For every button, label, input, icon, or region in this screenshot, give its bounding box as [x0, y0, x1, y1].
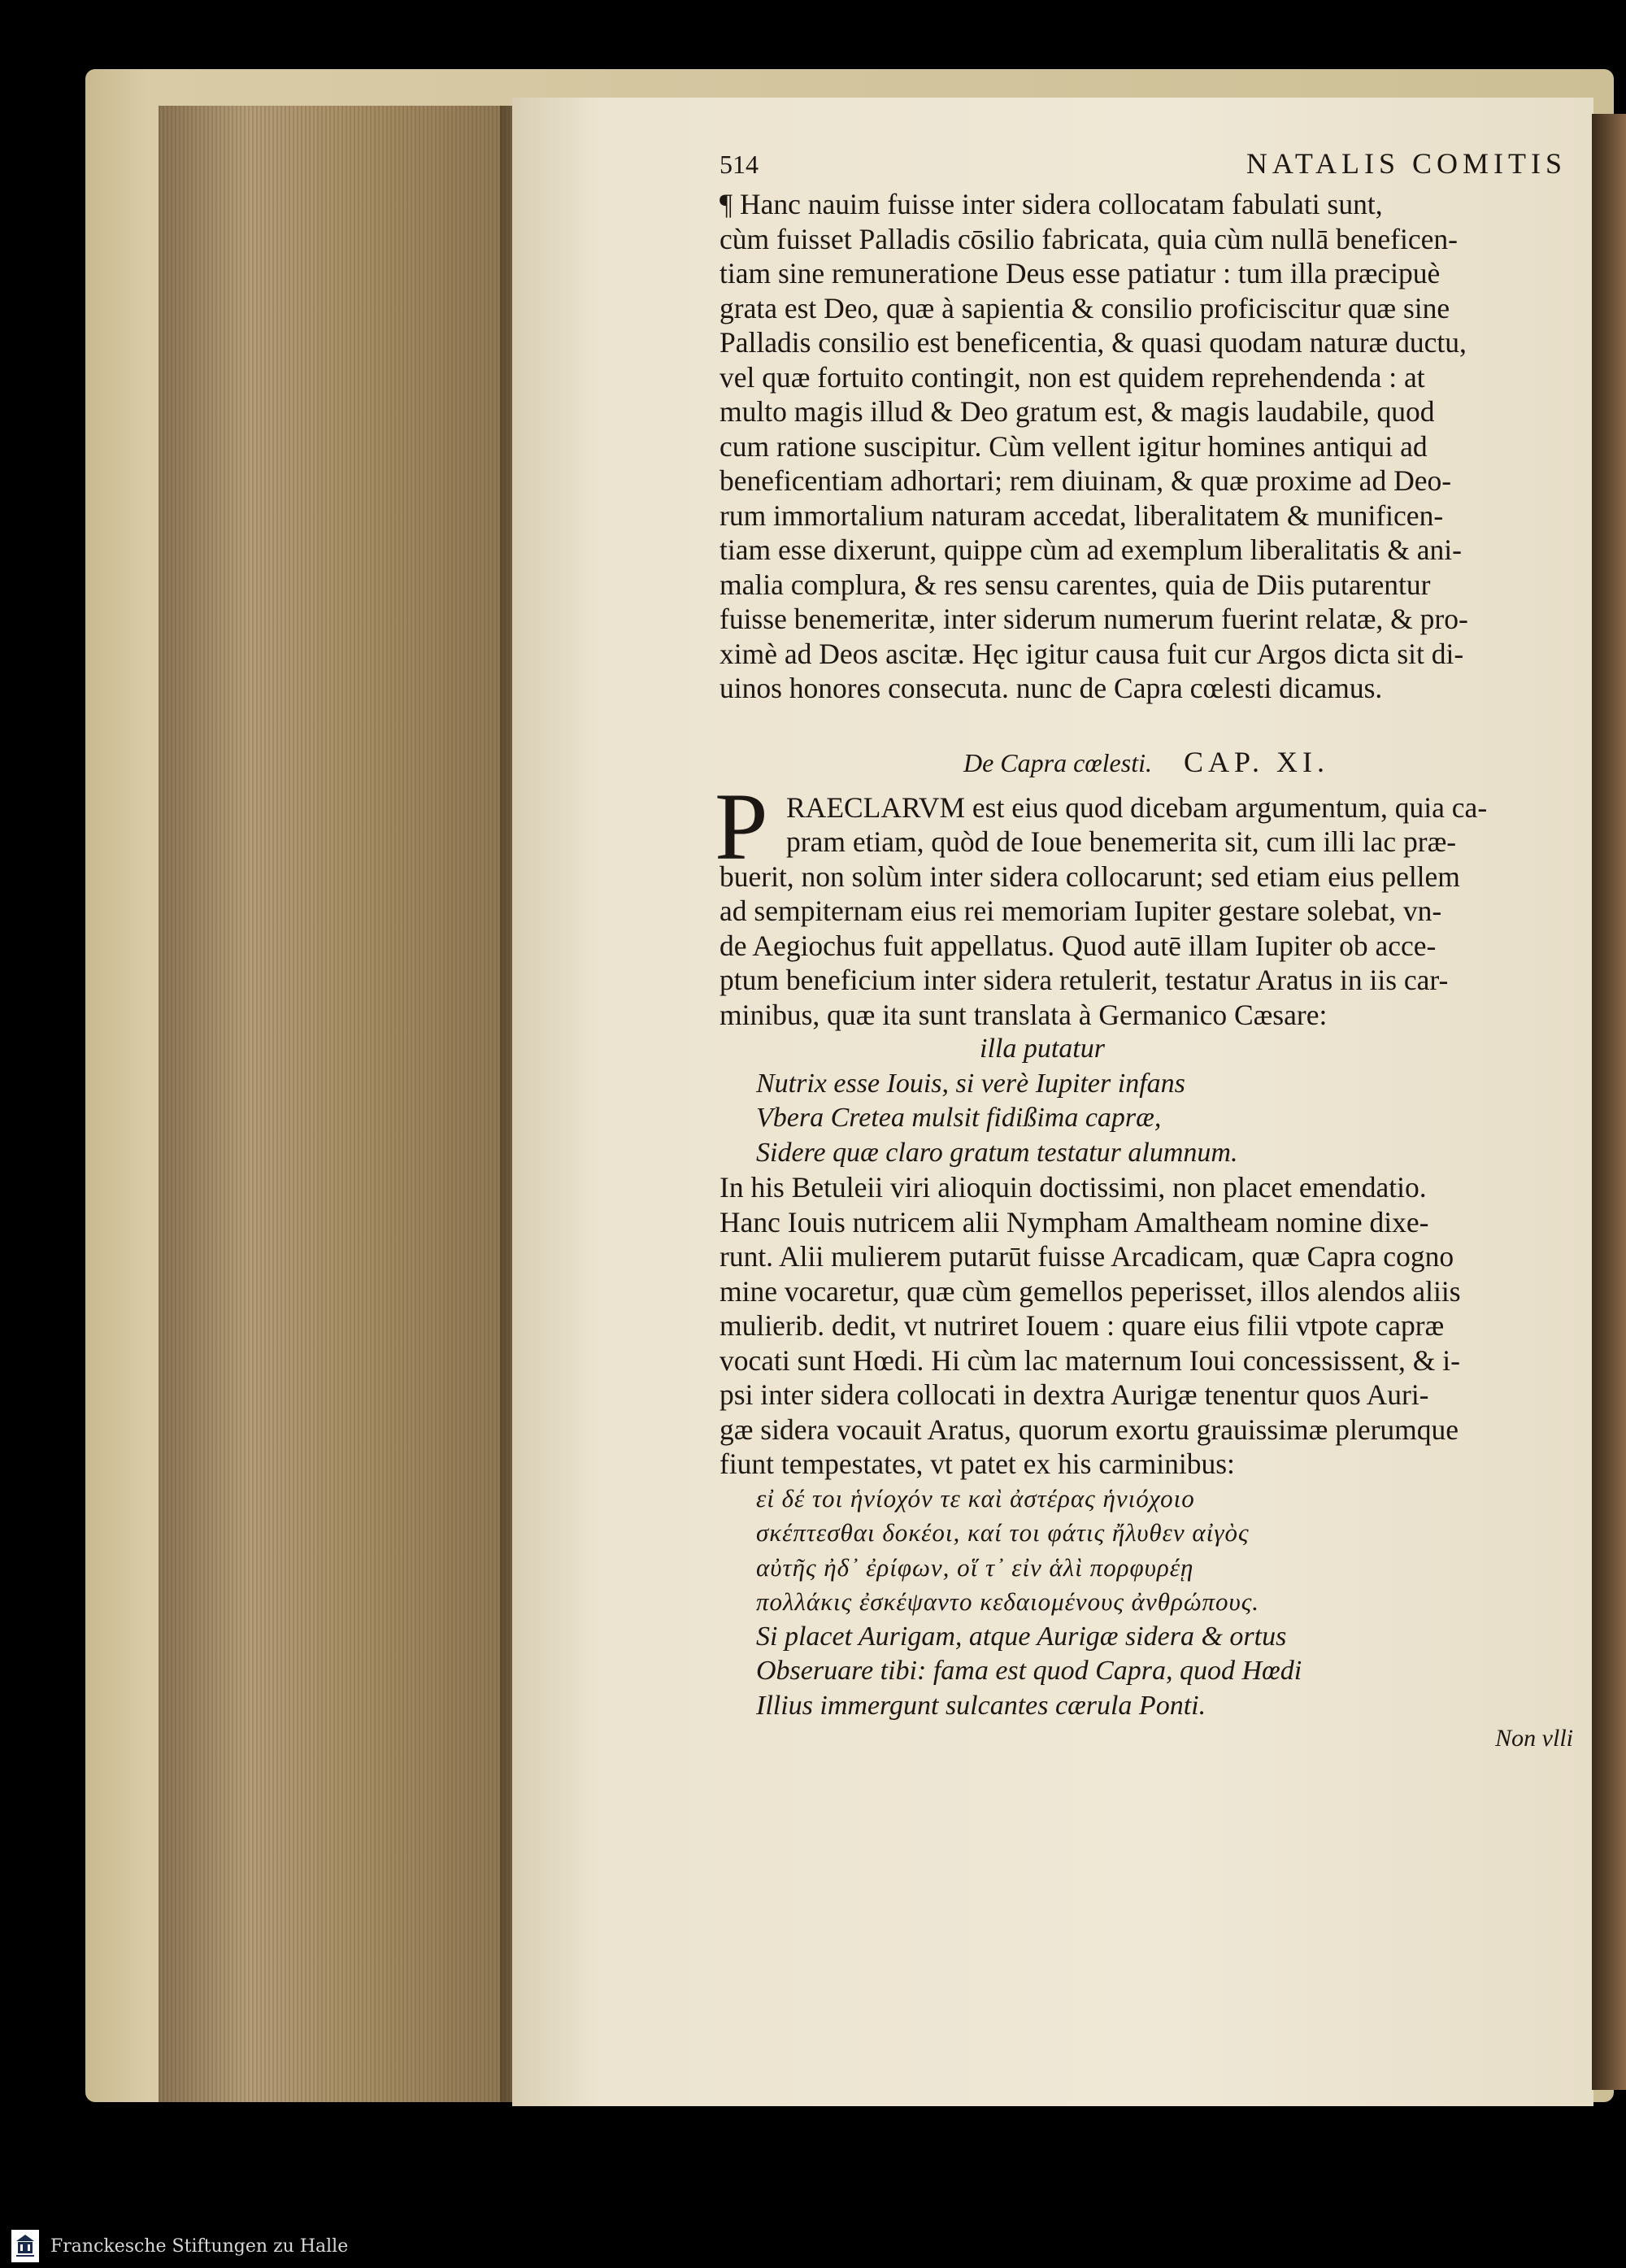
text-line: tiam esse dixerunt, quippe cùm ad exemplum liberalitatis & ani-: [720, 533, 1462, 566]
text-line: gæ sidera vocauit Aratus, quorum exortu grauissimæ plerumque: [720, 1413, 1459, 1446]
text-line: fiunt tempestates, vt patet ex his carminibus:: [720, 1447, 1235, 1480]
page-text: [715, 146, 1573, 1752]
greek-verse-line: αὐτῆς ἠδ᾽ ἐρίφων, οἵ τ᾽ εἰν ἁλὶ πορφυρέῃ: [756, 1552, 1194, 1582]
building-icon: [15, 2233, 36, 2259]
verse-germanicus: [720, 1032, 1573, 1170]
footer-credit: Franckesche Stiftungen zu Halle: [50, 2235, 349, 2257]
text-line: beneficentiam adhortari; rem diuinam, & quæ proxime ad Deo-: [720, 464, 1452, 497]
text-line: vocati sunt Hœdi. Hi cùm lac maternum Ioui concessissent, & i-: [720, 1343, 1460, 1377]
text-line: psi inter sidera collocati in dextra Aurigæ tenentur quos Auri-: [720, 1378, 1429, 1411]
text-line: Hanc Iouis nutricem alii Nympham Amaltheam nomine dixe-: [720, 1205, 1429, 1238]
text-line: mulierib. dedit, vt nutriret Iouem : quare eius filii vtpote capræ: [720, 1309, 1445, 1342]
chapter-heading: [720, 745, 1573, 779]
text-line: pram etiam, quòd de Ioue benemerita sit, cum illi lac præ-: [786, 825, 1457, 858]
greek-verse-line: σκέπτεσθαι δοκέοι, καί τοι φάτις ἤλυθεν αἰγὸς: [756, 1518, 1250, 1547]
verse-line: Vbera Cretea mulsit fidißima capræ,: [756, 1103, 1162, 1133]
text-line: ptum beneficium inter sidera retulerit, testatur Aratus in iis car-: [720, 964, 1449, 996]
chapter-title: De Capra cœlesti.: [963, 747, 1152, 777]
text-line: uinos honores consecuta. nunc de Capra cœlesti dicamus.: [720, 672, 1383, 704]
text-line: rum immortalium naturam accedat, liberalitatem & munificen-: [720, 498, 1444, 532]
text-line: ximè ad Deos ascitæ. Hęc igitur causa fuit cur Argos dicta sit di-: [720, 637, 1464, 670]
text-line: mine vocaretur, quæ cùm gemellos peperisset, illos alendos aliis: [720, 1274, 1461, 1308]
text-line: runt. Alii mulierem putarūt fuisse Arcadicam, quæ Capra cogno: [720, 1240, 1454, 1273]
text-line: RAECLARVM est eius quod dicebam argumentum, quia ca-: [786, 790, 1488, 824]
paragraph-argo: [720, 187, 1573, 706]
verse-line: Si placet Aurigam, atque Aurigæ sidera & ortus: [756, 1621, 1287, 1652]
footer-bar: [0, 2224, 1626, 2268]
verse-line: Obseruare tibi: fama est quod Capra, quod Hœdi: [756, 1656, 1302, 1686]
text-line: ¶ Hanc nauim fuisse inter sidera collocatam fabulati sunt,: [720, 188, 1383, 220]
drop-capital: P: [715, 773, 768, 880]
verse-line: illa putatur: [980, 1034, 1105, 1064]
greek-verse-line: εἰ δέ τοι ἡνίοχόν τε καὶ ἀστέρας ἡνιόχοιο: [756, 1483, 1195, 1513]
text-line: malia complura, & res sensu carentes, quia de Diis putarentur: [720, 568, 1431, 601]
text-line: In his Betuleii viri alioquin doctissimi, non placet emendatio.: [720, 1171, 1427, 1204]
running-head: [720, 146, 1573, 181]
text-line: ad sempiternam eius rei memoriam Iupiter gestare solebat, vn-: [720, 895, 1442, 927]
text-line: cùm fuisset Palladis cōsilio fabricata, quia cùm nullā beneficen-: [720, 222, 1458, 255]
page-edges: [159, 106, 516, 2102]
page-number: 514: [720, 150, 759, 179]
text-line: buerit, non solùm inter sidera collocarunt; sed etiam eius pellem: [720, 860, 1460, 893]
institution-logo-icon: [11, 2230, 39, 2262]
facing-page-edge: [1592, 114, 1626, 2090]
verse-line: Sidere quæ claro gratum testatur alumnum.: [756, 1137, 1238, 1168]
text-line: de Aegiochus fuit appellatus. Quod autē illam Iupiter ob acce-: [720, 929, 1437, 962]
catchword: Non vlli: [1495, 1725, 1573, 1752]
chapter-number: CAP. XI.: [1183, 745, 1329, 778]
verse-line: Nutrix esse Iouis, si verè Iupiter infans: [756, 1068, 1185, 1099]
greek-verse-line: πολλάκις ἐσκέψαντο κεδαιομένους ἀνθρώπους.: [756, 1587, 1260, 1616]
running-title: NATALIS COMITIS: [1246, 147, 1567, 180]
text-line: tiam sine remuneratione Deus esse patiatur : tum illa præcipuè: [720, 257, 1441, 289]
text-line: minibus, quæ ita sunt translata à Germanico Cæsare:: [720, 998, 1328, 1031]
verse-line: Illius immergunt sulcantes cærula Ponti.: [756, 1690, 1206, 1721]
text-line: Palladis consilio est beneficentia, & quasi quodam naturæ ductu,: [720, 326, 1467, 359]
text-line: grata est Deo, quæ à sapientia & consilio proficiscitur quæ sine: [720, 291, 1450, 324]
text-line: multo magis illud & Deo gratum est, & magis laudabile, quod: [720, 395, 1435, 428]
verse-greek: [720, 1482, 1573, 1620]
paragraph-capra: [715, 773, 1573, 1033]
verse-latin: [720, 1620, 1573, 1724]
text-line: fuisse benemeritæ, inter siderum numerum fuerint relatæ, & pro-: [720, 603, 1468, 635]
text-line: cum ratione suscipitur. Cùm vellent igitur homines antiqui ad: [720, 429, 1428, 463]
text-line: vel quæ fortuito contingit, non est quidem reprehendenda : at: [720, 360, 1425, 394]
paragraph-amalthea: [720, 1170, 1573, 1482]
